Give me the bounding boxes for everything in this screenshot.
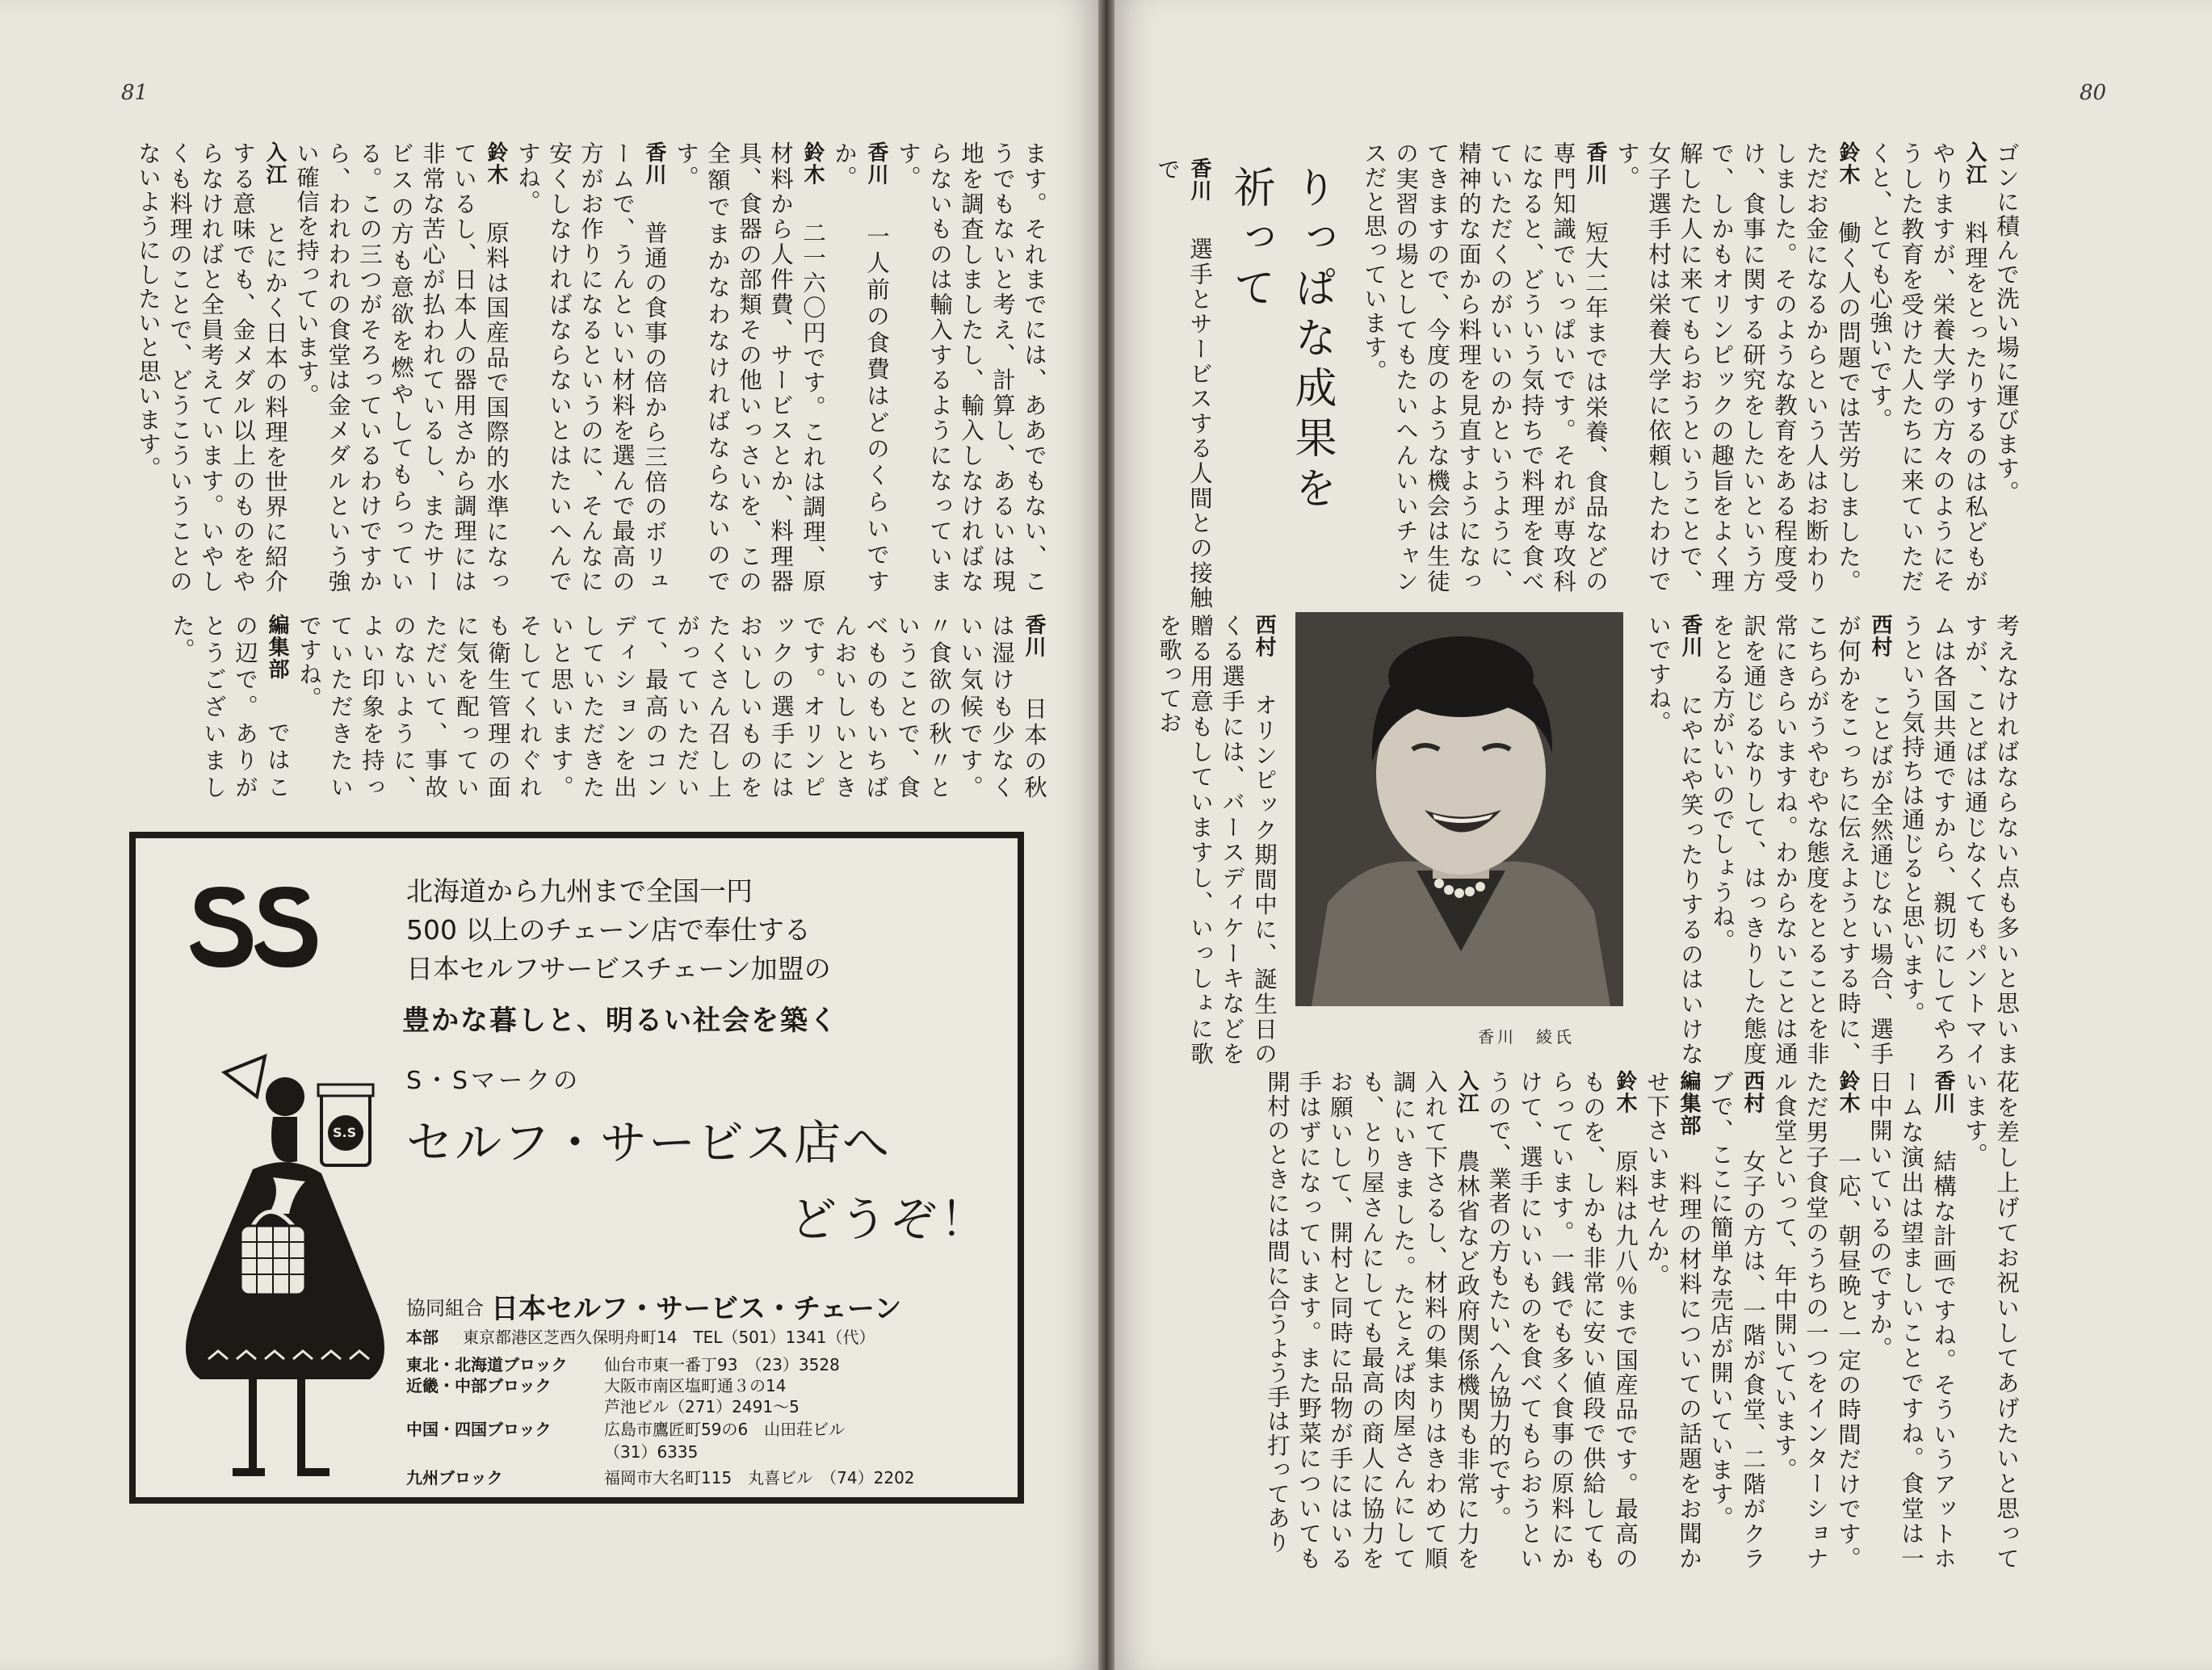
- speaker-name: 入江: [262, 141, 287, 186]
- advertisement: [129, 832, 1024, 1504]
- ad-address-label: 本部: [406, 1328, 439, 1347]
- ad-address-row: [406, 1416, 845, 1440]
- ad-address-text: 大阪市南区塩町通３の14: [604, 1376, 787, 1395]
- paragraph: 香川 選手とサービスする人間との接触で: [1154, 157, 1213, 610]
- ad-address-row: [406, 1465, 915, 1488]
- ad-address-row: [406, 1324, 875, 1348]
- ad-address-row: [406, 1373, 786, 1396]
- portrait-photo: [1295, 612, 1623, 1006]
- paragraph: 西村 ことばが全然通じない場合、選手が何かをこっちに伝えようとする時に、こちらがうやむやな態度をとることを非常にきらいますね。わからないことは通訳を通じるなりして、はっきりした態度をとる方がいいのでしょうね。: [1709, 614, 1894, 1066]
- paragraph: 入江 料理をとったりするのは私どもがやりますが、栄養大学の方々のようにそうした教育を受けた人たちに来ていただくと、とても心強いです。: [1866, 141, 1988, 594]
- paragraph: 入江 とにかく日本の料理を世界に紹介する意味でも、金メダル以上のものをやらなければと全員考えています。いやしくも料理のことで、どうこういうことのないようにしたいと思います。: [135, 141, 288, 594]
- paragraph: ゴンに積んで洗い場に運びます。: [1993, 141, 2020, 505]
- paragraph: 編集部 ではこの辺で。ありがとうございました。: [169, 614, 291, 799]
- right-middle-text: [1645, 614, 2022, 1066]
- heading-line-2: 祈って: [1226, 166, 1274, 316]
- paragraph: 花を差し上げてお祝いしてあげたいと思っています。: [1962, 1070, 2020, 1571]
- ad-headline-2: どうぞ！: [790, 1192, 991, 1247]
- shopper-illustration: [176, 1040, 402, 1500]
- ad-address-label: 中国・四国ブロック: [406, 1420, 552, 1439]
- speaker-name: 鈴木: [1613, 1070, 1637, 1114]
- speaker-name: 入江: [1962, 141, 1987, 186]
- ad-address-row: [406, 1394, 800, 1417]
- ad-slogan: 豊かな暮しと、明るい社会を築く: [402, 1005, 838, 1037]
- ad-address-text: 福岡市大名町115 丸喜ビル （74）2202: [604, 1468, 915, 1487]
- paragraph: 香川 にやにや笑ったりするのはいけないですね。: [1645, 614, 1704, 1066]
- speaker-name: 香川: [1678, 614, 1702, 658]
- ad-address-text: 芦池ビル（271）2491～5: [604, 1397, 800, 1416]
- ad-address-label: 近畿・中部ブロック: [406, 1376, 552, 1395]
- paragraph: 鈴木 働く人の問題では苦労しました。ただお金になるからという人はお断わりしました。そのような教育をある程度受け、食事に関する研究をしたいという方で、しかもオリンピックの趣旨をよく理解した人に来てもらおうということで、女子選手村は栄養大学に依頼したわけです。: [1614, 141, 1862, 594]
- speaker-name: 西村: [1252, 614, 1276, 658]
- paragraph: 香川 短大二年までは栄養、食品などの専門知識でいっぱいです。それが専攻科になると、どういう気持ちで料理を食べていただくのがいいのかというように、精神的な面から料理を見直すようになってきますので、今度のような機会は生徒の実習の場としてもたいへんいいチャンスだと思っています。: [1361, 141, 1609, 594]
- paragraph: 鈴木 原料は九八％まで国産品です。最高のものを、しかも非常に安い値段で供給してもらっています。一銭でも多く食事の原料にかけて、選手にいいものを食べてもらおうというので、業者の方もたいへん協力的です。: [1485, 1070, 1639, 1571]
- ad-headline-1: セルフ・サービス店へ: [406, 1115, 892, 1170]
- speaker-name: 西村: [1868, 614, 1892, 658]
- ad-address-row: [406, 1439, 698, 1462]
- speaker-name: 香川: [864, 141, 888, 186]
- paragraph: 鈴木 二一六〇円です。これは調理、原材料から人件費、サービスとか、料理器具、食器の部類その他いっさいを、この全額でまかなわなければならないのです。: [673, 141, 826, 594]
- paragraph: 西村 オリンピック期間中に、誕生日のくる選手には、バースディケーキなどを贈る用意もしていますし、いっしょに歌を歌ってお: [1156, 614, 1278, 1066]
- ad-line-2: 500 以上のチェーン店で奉仕する: [406, 914, 811, 946]
- left-upper-text: [113, 141, 1050, 594]
- paragraph: 編集部 料理の材料についての話題をお聞かせ下さいませんか。: [1643, 1070, 1702, 1571]
- page-number-left: 81: [121, 81, 149, 105]
- book-gutter: [1098, 0, 1114, 1670]
- ad-address-row: [406, 1352, 840, 1375]
- ss-logo-icon: [188, 883, 317, 971]
- right-heading-column: [1154, 157, 1215, 610]
- article-heading: [1219, 166, 1342, 618]
- ad-address-text: 広島市鷹匠町59の6 山田荘ビル: [604, 1420, 846, 1439]
- paragraph: 考えなければならない点も多いと思いますが、ことばは通じなくてもパントマイムは各国共通ですから、親切にしてやろうという気持ちは通じると思います。: [1899, 614, 2020, 1066]
- paragraph: 鈴木 一応、朝昼晩と一定の時間だけです。ただ男子食堂のうちの一つをインターショナル食堂といって、年中開いています。: [1771, 1070, 1862, 1571]
- speaker-name: 西村: [1740, 1070, 1765, 1114]
- ad-mark-line: S・Sマークの: [406, 1067, 581, 1095]
- speaker-name: 香川: [1022, 614, 1046, 658]
- speaker-name: 入江: [1454, 1070, 1479, 1114]
- paragraph: 香川 一人前の食費はどのくらいですか。: [831, 141, 890, 594]
- ad-address-text: （31）6335: [604, 1442, 699, 1462]
- ad-address-text: 仙台市東一番丁93 （23）3528: [604, 1355, 840, 1374]
- speaker-name: 香川: [642, 141, 666, 186]
- ad-address-label: 東北・北海道ブロック: [406, 1355, 568, 1374]
- heading-line-1: りっぱな成果を: [1287, 166, 1336, 516]
- photo-caption: 香川 綾氏: [1478, 1027, 1575, 1047]
- jar-label: S.S: [333, 1125, 357, 1140]
- paragraph: 香川 普通の食事の倍から三倍のボリュームで、うんといい材料を選んで最高の方がお作りになるというのに、そんなに安くしなければならないとはたいへんですね。: [514, 141, 668, 594]
- speaker-name: 鈴木: [800, 141, 825, 186]
- ad-address-text: 東京都港区芝西久保明舟町14 TEL（501）1341（代）: [463, 1328, 875, 1347]
- speaker-name: 編集部: [1677, 1070, 1701, 1137]
- speaker-name: 鈴木: [484, 141, 508, 186]
- ad-line-3: 日本セルフサービスチェーン加盟の: [406, 953, 831, 984]
- speaker-name: 鈴木: [1836, 141, 1860, 186]
- speaker-name: 香川: [1931, 1070, 1955, 1114]
- ad-org-prefix: 協同組合: [406, 1297, 484, 1320]
- portrait-illustration: [1295, 612, 1623, 1006]
- paragraph: 香川 結構な計画ですね。そういうアットホームな演出は望ましいことですね。食堂は一日中開いているのですか。: [1866, 1070, 1957, 1571]
- paragraph: 西村 女子の方は、一階が食堂、二階がクラブで、ここに簡単な売店が開いています。: [1707, 1070, 1766, 1571]
- right-photo-side-text: [1156, 614, 1280, 1066]
- page-number-right: 80: [2080, 81, 2107, 105]
- speaker-name: 香川: [1187, 157, 1211, 202]
- ad-org-name: 日本セルフ・サービス・チェーン: [491, 1293, 902, 1325]
- ad-line-1: 北海道から九州まで全国一円: [406, 875, 753, 907]
- paragraph: 香川 日本の秋は湿けも少なくいい気候です。〃食欲の秋〃ということで、食べものもいちばんおいしいときです。オリンピックの選手にはおいしいものをたくさん召し上がっていただいて、最高のコンディションを出していただきたいと思います。そしてくれぐれも衛生管理の面に気を配っていただいて、事故のないように、よい印象を持っていただきたいですね。: [296, 614, 1047, 799]
- speaker-name: 香川: [1583, 141, 1607, 186]
- left-lower-text: [153, 614, 1050, 799]
- speaker-name: 編集部: [265, 614, 289, 681]
- speaker-name: 鈴木: [1836, 1070, 1860, 1114]
- paragraph: 入江 農林省など政府関係機関も非常に力を入れて下さるし、材料の集まりはきわめて順調にいきました。たとえば肉屋さんにしても、とり屋さんにしても最高の商人に協力をお願いして、開村と同時に品物が手にはいる手はずになっています。また野菜についても開村のときには間に合うよう手は打ってあり: [1264, 1070, 1480, 1571]
- paragraph: 鈴木 原料は国産品で国際的水準になっているし、日本人の器用さから調理には非常な苦心が払われているし、またサービスの方も意欲を燃やしてもらっている。この三つがそろっているわけですから、われわれの食堂は金メダルという強い確信を持っています。: [293, 141, 510, 594]
- ad-address-label: 九州ブロック: [406, 1468, 503, 1487]
- paragraph: ます。それまでには、ああでもない、こうでもないと考え、計算し、あるいは現地を調査しましたし、輸入しなければならないものは輸入するようになっています。: [895, 141, 1047, 594]
- right-lower-text: [1142, 1070, 2022, 1571]
